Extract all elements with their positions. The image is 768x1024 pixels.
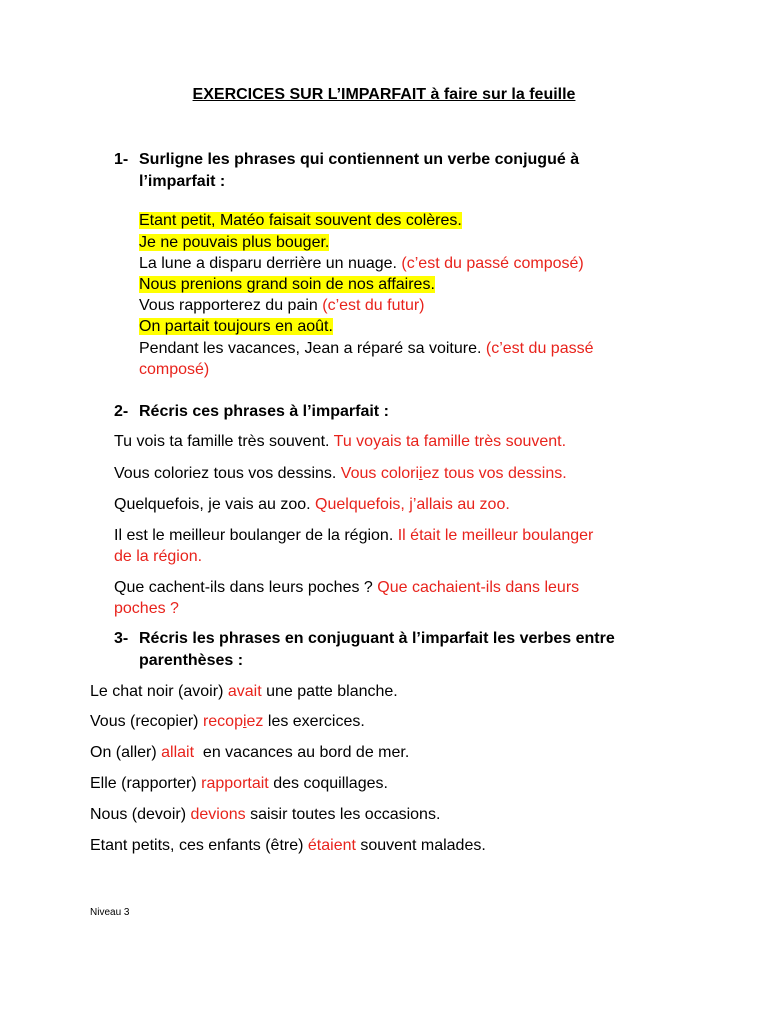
answer-sentence: Que cachaient-ils dans leurs xyxy=(377,579,580,596)
sentence-part: Vous (recopier) xyxy=(90,713,203,730)
highlighted-sentence: Etant petit, Matéo faisait souvent des colères. xyxy=(139,212,462,229)
answer-sentence: Tu voyais ta famille très souvent. xyxy=(333,433,567,450)
exercise-2-heading xyxy=(114,401,674,423)
sentence-part: Nous (devoir) xyxy=(90,806,191,823)
exercise-1-heading xyxy=(114,149,674,195)
answer-part: ez tous vos dessins. xyxy=(422,465,567,482)
rewrite-item-4-continued: de la région. xyxy=(114,548,203,565)
answer-sentence xyxy=(341,465,567,482)
sentence-part: On (aller) xyxy=(90,744,162,761)
footer-level: Niveau 3 xyxy=(90,907,130,918)
correction-note: (c’est du passé composé) xyxy=(401,255,584,272)
sentence-text: Vous rapporterez du pain xyxy=(139,297,323,314)
exercise-3-instruction-line1: Récris les phrases en conjuguant à l’imparfait les verbes entre xyxy=(139,630,615,647)
conjugation-item-4 xyxy=(90,773,388,794)
sentence-part: en vacances au bord de mer. xyxy=(194,744,410,761)
answer-part: Vous colori xyxy=(340,465,420,482)
answer-sentence: Quelquefois, j’allais au zoo. xyxy=(315,496,510,513)
sentence-part: Le chat noir (avoir) xyxy=(90,683,228,700)
sentence-part: une patte blanche. xyxy=(261,683,398,700)
exercise-1-instruction-line2: l’imparfait : xyxy=(139,173,226,190)
verb-underlined-letter: i xyxy=(242,713,247,730)
exercise-3-instruction-line2: parenthèses : xyxy=(139,652,244,669)
sentence-part: saisir toutes les occasions. xyxy=(245,806,441,823)
correction-note: (c’est du passé xyxy=(485,340,594,357)
sentence-7-note-continued: composé) xyxy=(139,361,210,378)
original-sentence: Vous coloriez tous vos dessins. xyxy=(114,465,341,482)
sentence-3 xyxy=(139,253,584,274)
sentence-text: La lune a disparu derrière un nuage. xyxy=(139,255,402,272)
sentence-part: Elle (rapporter) xyxy=(90,775,202,792)
sentence-4 xyxy=(139,274,435,295)
exercise-2-number: 2- xyxy=(114,403,129,420)
original-sentence: Il est le meilleur boulanger de la région. xyxy=(114,527,398,544)
exercise-1-instruction-line1: Surligne les phrases qui contiennent un verbe conjugué à xyxy=(139,151,580,168)
rewrite-item-5 xyxy=(114,577,579,598)
conjugated-verb: devions xyxy=(190,806,246,823)
conjugation-item-3 xyxy=(90,742,409,763)
conjugated-verb: allait xyxy=(161,744,195,761)
sentence-7 xyxy=(139,338,593,359)
highlighted-sentence: Nous prenions grand soin de nos affaires. xyxy=(139,276,435,293)
page-title: EXERCICES SUR L’IMPARFAIT à faire sur la feuille xyxy=(192,86,576,103)
original-sentence: Tu vois ta famille très souvent. xyxy=(114,433,334,450)
verb-part: recop xyxy=(202,713,243,730)
answer-sentence: Il était le meilleur boulanger xyxy=(397,527,594,544)
rewrite-item-3 xyxy=(114,494,510,515)
exercise-3-heading xyxy=(114,628,694,672)
sentence-6 xyxy=(139,316,333,337)
highlighted-sentence: Je ne pouvais plus bouger. xyxy=(139,234,330,251)
exercise-1-number: 1- xyxy=(114,151,129,168)
exercise-3-number: 3- xyxy=(114,630,129,647)
sentence-part: les exercices. xyxy=(263,713,365,730)
sentence-5 xyxy=(139,295,425,316)
correction-note: (c’est du futur) xyxy=(322,297,425,314)
conjugated-verb: avait xyxy=(227,683,262,700)
rewrite-item-1 xyxy=(114,431,566,452)
sentence-text: Pendant les vacances, Jean a réparé sa voiture. xyxy=(139,340,486,357)
rewrite-item-5-continued: poches ? xyxy=(114,600,179,617)
conjugation-item-5 xyxy=(90,804,440,825)
rewrite-item-2 xyxy=(114,463,567,484)
conjugated-verb: étaient xyxy=(307,837,356,854)
exercise-2-instruction: Récris ces phrases à l’imparfait : xyxy=(139,403,389,420)
conjugated-verb: rapportait xyxy=(201,775,269,792)
sentence-1 xyxy=(139,210,462,231)
conjugated-verb xyxy=(203,713,264,730)
sentence-part: des coquillages. xyxy=(268,775,388,792)
answer-underlined-letter: i xyxy=(419,465,423,482)
conjugation-item-1 xyxy=(90,681,398,702)
original-sentence: Que cachent-ils dans leurs poches ? xyxy=(114,579,378,596)
highlighted-sentence: On partait toujours en août. xyxy=(139,318,333,335)
sentence-part: souvent malades. xyxy=(355,837,486,854)
conjugation-item-6 xyxy=(90,835,486,856)
sentence-part: Etant petits, ces enfants (être) xyxy=(90,837,308,854)
conjugation-item-2 xyxy=(90,711,365,732)
verb-part: ez xyxy=(246,713,264,730)
sentence-2 xyxy=(139,232,329,253)
original-sentence: Quelquefois, je vais au zoo. xyxy=(114,496,316,513)
rewrite-item-4 xyxy=(114,525,593,546)
